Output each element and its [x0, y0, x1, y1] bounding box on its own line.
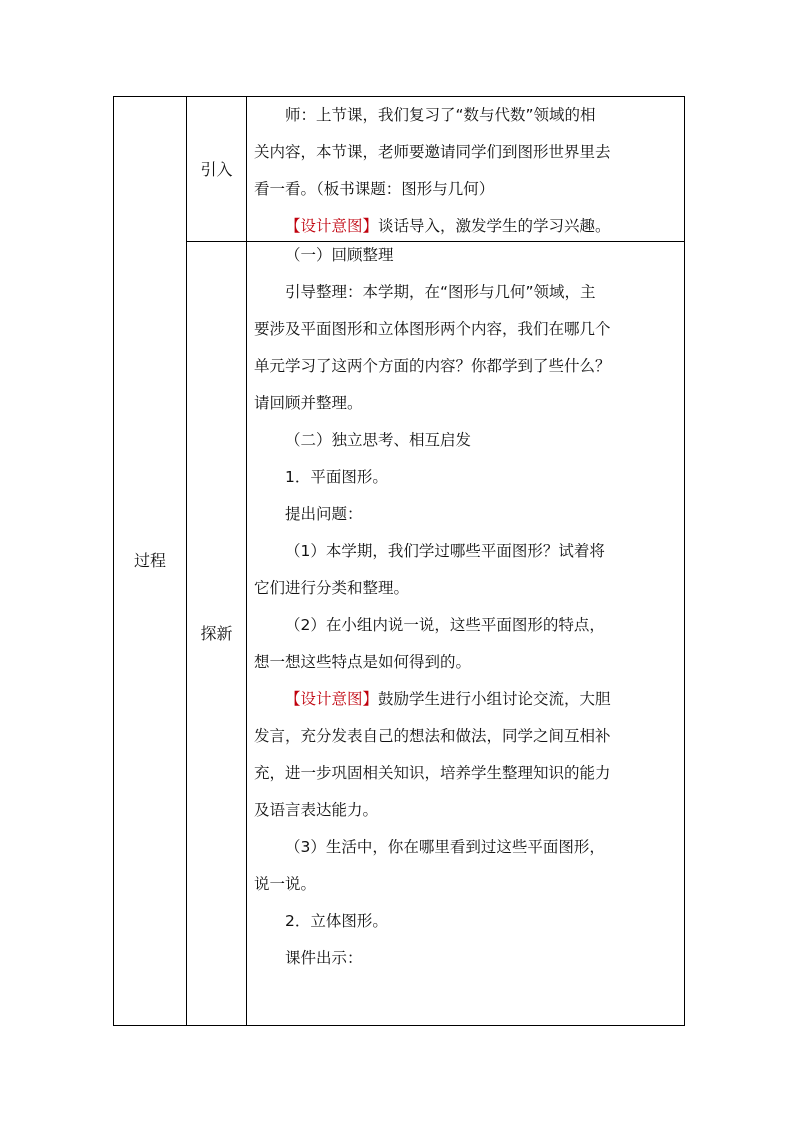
explore-line-2: 引导整理：本学期，在“图形与几何”领域，主 — [285, 283, 596, 301]
explore-intent-text: 鼓励学生进行小组讨论交流，大胆 — [378, 690, 611, 708]
explore-line-17: （3）生活中，你在哪里看到过这些平面图形， — [285, 838, 605, 856]
intent-text: 谈话导入，激发学生的学习兴趣。 — [378, 217, 611, 235]
row-label-explore: 探新 — [200, 624, 233, 643]
explore-line-14: 发言，充分发表自己的想法和做法，同学之间互相补 — [254, 727, 611, 745]
explore-line-7: 1．平面图形。 — [285, 468, 388, 486]
table-border-bottom — [113, 1025, 685, 1026]
intro-line-1: 师：上节课，我们复习了“数与代数”领域的相 — [285, 106, 596, 124]
explore-line-20: 课件出示： — [285, 949, 363, 967]
table-border-right — [684, 96, 685, 1026]
explore-line-6: （二）独立思考、相互启发 — [285, 431, 472, 449]
intro-line-2: 关内容，本节课，老师要邀请同学们到图形世界里去 — [254, 143, 611, 161]
explore-line-12: 想一想这些特点是如何得到的。 — [254, 653, 472, 671]
explore-line-4: 单元学习了这两个方面的内容？你都学到了些什么？ — [254, 357, 611, 375]
row-label-intro: 引入 — [200, 160, 233, 179]
explore-line-19: 2．立体图形。 — [285, 912, 388, 930]
intro-line-3: 看一看。（板书课题：图形与几何） — [254, 180, 495, 198]
explore-line-10: 它们进行分类和整理。 — [254, 579, 410, 597]
explore-line-18: 说一说。 — [254, 875, 317, 893]
explore-line-3: 要涉及平面图形和立体图形两个内容，我们在哪几个 — [254, 320, 611, 338]
explore-line-8: 提出问题： — [285, 505, 363, 523]
explore-line-11: （2）在小组内说一说，这些平面图形的特点， — [285, 616, 605, 634]
explore-content — [254, 237, 684, 977]
explore-line-1: （一）回顾整理 — [285, 246, 394, 264]
stage-label: 过程 — [133, 551, 166, 570]
explore-line-5: 请回顾并整理。 — [254, 394, 363, 412]
explore-line-16: 及语言表达能力。 — [254, 801, 379, 819]
explore-line-9: （1）本学期，我们学过哪些平面图形？试着将 — [285, 542, 605, 560]
table-divider-col1 — [186, 96, 187, 1026]
intro-content — [254, 97, 684, 245]
explore-line-13 — [254, 681, 684, 718]
explore-intent-label: 【设计意图】 — [285, 690, 379, 708]
intent-label: 【设计意图】 — [285, 217, 379, 235]
table-divider-col2 — [246, 96, 247, 1026]
explore-line-15: 充，进一步巩固相关知识，培养学生整理知识的能力 — [254, 764, 611, 782]
